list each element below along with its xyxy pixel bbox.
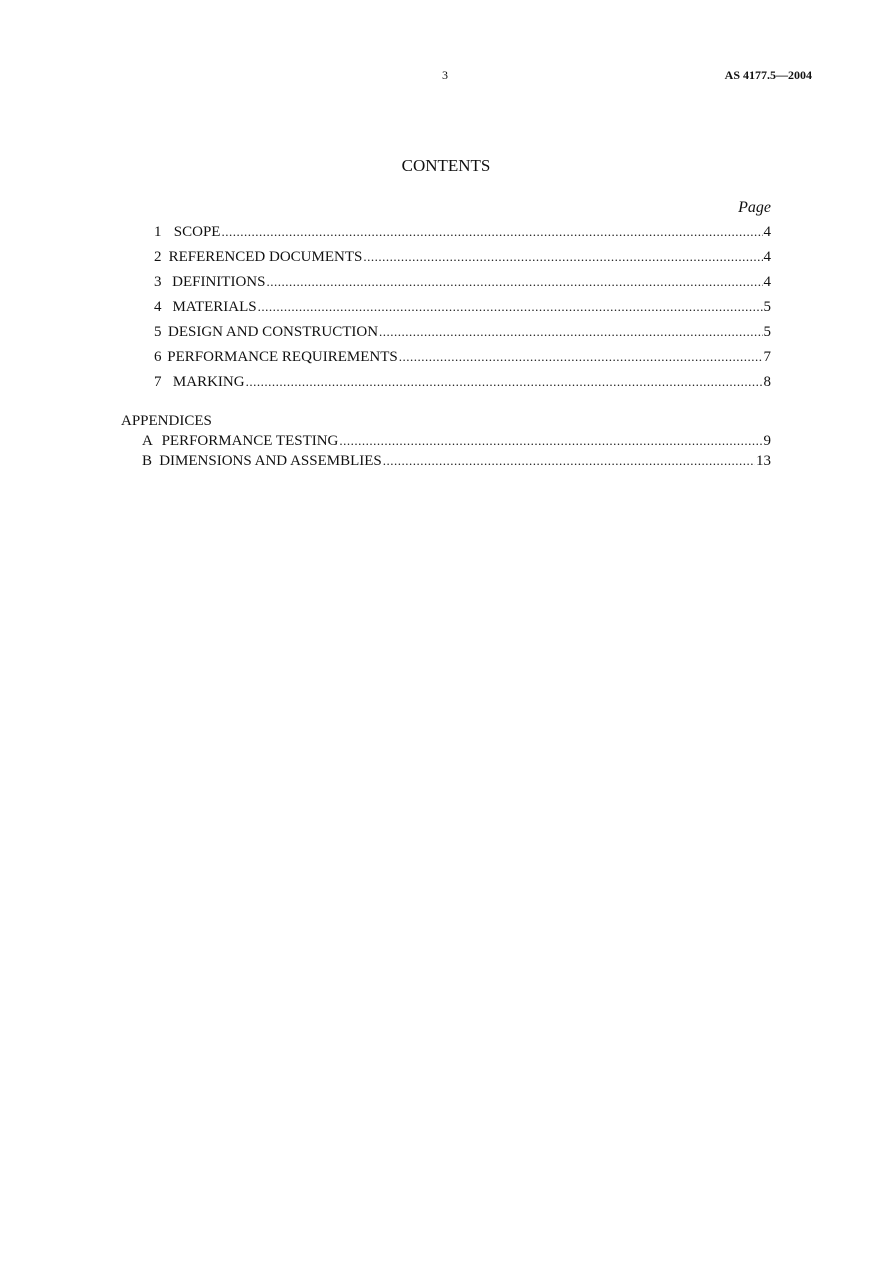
dot-leader [339, 433, 762, 449]
document-code: AS 4177.5—2004 [724, 68, 812, 82]
dot-leader [399, 349, 763, 365]
toc-entry-title: DESIGN AND CONSTRUCTION [168, 324, 379, 340]
toc-entry-number: 1 [154, 224, 162, 240]
dot-leader [266, 274, 762, 290]
toc-entry-materials[interactable] [150, 299, 771, 319]
page-column-label: Page [738, 199, 771, 216]
toc-entry-marking[interactable] [150, 374, 771, 394]
toc-entry-title: DEFINITIONS [172, 274, 266, 290]
dot-leader [383, 453, 755, 469]
appendix-title: DIMENSIONS AND ASSEMBLIES [159, 453, 382, 469]
contents-title: CONTENTS [401, 156, 491, 175]
toc-entry-title: PERFORMANCE REQUIREMENTS [167, 349, 398, 365]
appendices-heading: APPENDICES [121, 413, 212, 429]
dot-leader [363, 249, 762, 265]
toc-entry-title: MARKING [172, 374, 245, 390]
toc-entry-definitions[interactable] [150, 274, 771, 294]
dot-leader [379, 324, 762, 340]
toc-entry-page: 5 [763, 324, 771, 340]
toc-appendix-a[interactable] [140, 433, 771, 453]
toc-entry-page: 7 [763, 349, 771, 365]
page-number: 3 [442, 68, 448, 82]
appendix-title: PERFORMANCE TESTING [161, 433, 339, 449]
toc-entry-number: 4 [154, 299, 162, 315]
toc-entry-title: REFERENCED DOCUMENTS [168, 249, 363, 265]
toc-entry-number: 7 [154, 374, 162, 390]
toc-entry-number: 2 [154, 249, 162, 265]
toc-entry-number: 5 [154, 324, 162, 340]
toc-entry-page: 4 [763, 249, 771, 265]
appendix-letter: A [142, 433, 153, 449]
toc-entry-title: SCOPE [173, 224, 221, 240]
toc-entry-title: MATERIALS [172, 299, 257, 315]
dot-leader [258, 299, 763, 315]
toc-entry-page: 5 [763, 299, 771, 315]
toc-entry-page: 4 [763, 224, 771, 240]
dot-leader [221, 224, 762, 240]
toc-entry-design-and-construction[interactable] [150, 324, 771, 344]
toc-entry-page: 4 [763, 274, 771, 290]
appendix-letter: B [142, 453, 153, 469]
toc-entry-referenced-documents[interactable] [150, 249, 771, 269]
toc-appendix-b[interactable] [140, 453, 771, 473]
toc-entry-performance-requirements[interactable] [150, 349, 771, 369]
appendix-page: 13 [756, 453, 771, 469]
toc-entry-number: 6 [154, 349, 162, 365]
dot-leader [246, 374, 763, 390]
appendix-page: 9 [763, 433, 771, 449]
toc-entry-scope[interactable] [150, 224, 771, 244]
toc-entry-number: 3 [154, 274, 162, 290]
toc-entry-page: 8 [763, 374, 771, 390]
